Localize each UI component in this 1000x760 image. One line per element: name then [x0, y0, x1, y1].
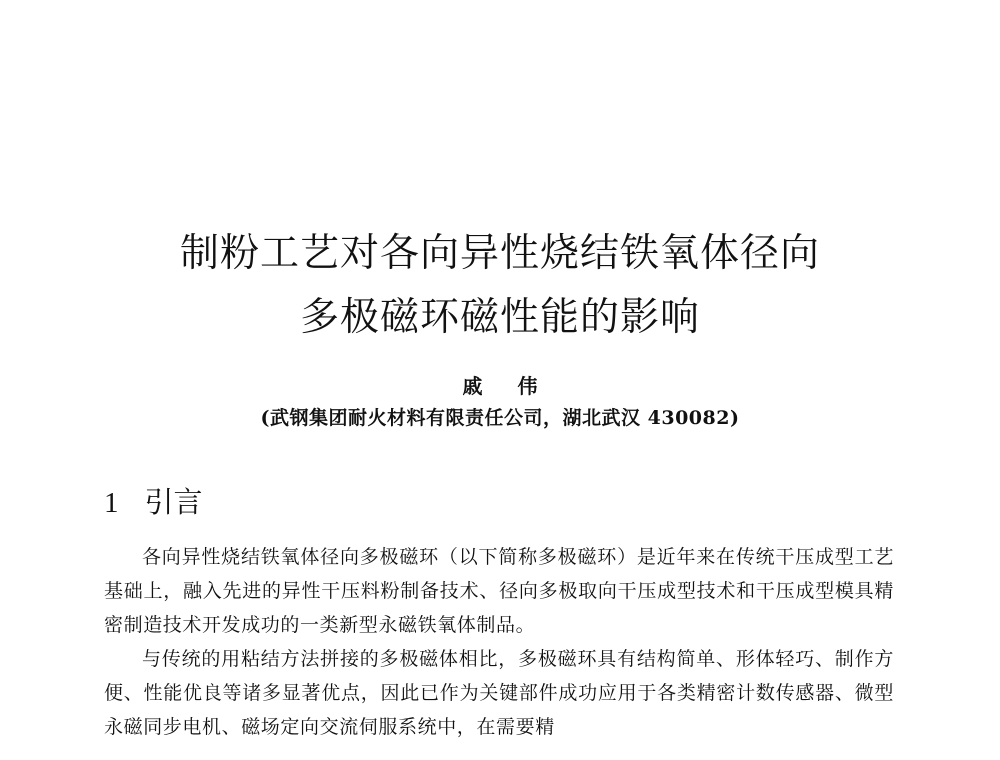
section-number: 1 — [104, 487, 119, 519]
body-text — [104, 540, 894, 744]
section-title: 引言 — [144, 485, 203, 519]
section-heading — [104, 480, 203, 521]
paragraph: 各向异性烧结铁氧体径向多极磁环（以下简称多极磁环）是近年来在传统干压成型工艺基础上，融入先进的异性干压料粉制备技术、径向多极取向干压成型技术和干压成型模具精密制造技术开发成功的一类新型永磁铁氧体制品。 — [104, 546, 894, 636]
title-line-1: 制粉工艺对各向异性烧结铁氧体径向 — [179, 231, 820, 276]
paragraph: 与传统的用粘结方法拼接的多极磁体相比，多极磁环具有结构简单、形体轻巧、制作方便、性能优良等诸多显著优点，因此已作为关键部件成功应用于各类精密计数传感器、微型永磁同步电机、磁场定向交流伺服系统中，在需要精 — [104, 648, 894, 738]
title-line-2: 多极磁环磁性能的影响 — [299, 295, 700, 340]
author-name: 戚 伟 — [462, 374, 552, 398]
author-affiliation: (武钢集团耐火材料有限责任公司，湖北武汉 430082) — [260, 407, 740, 429]
